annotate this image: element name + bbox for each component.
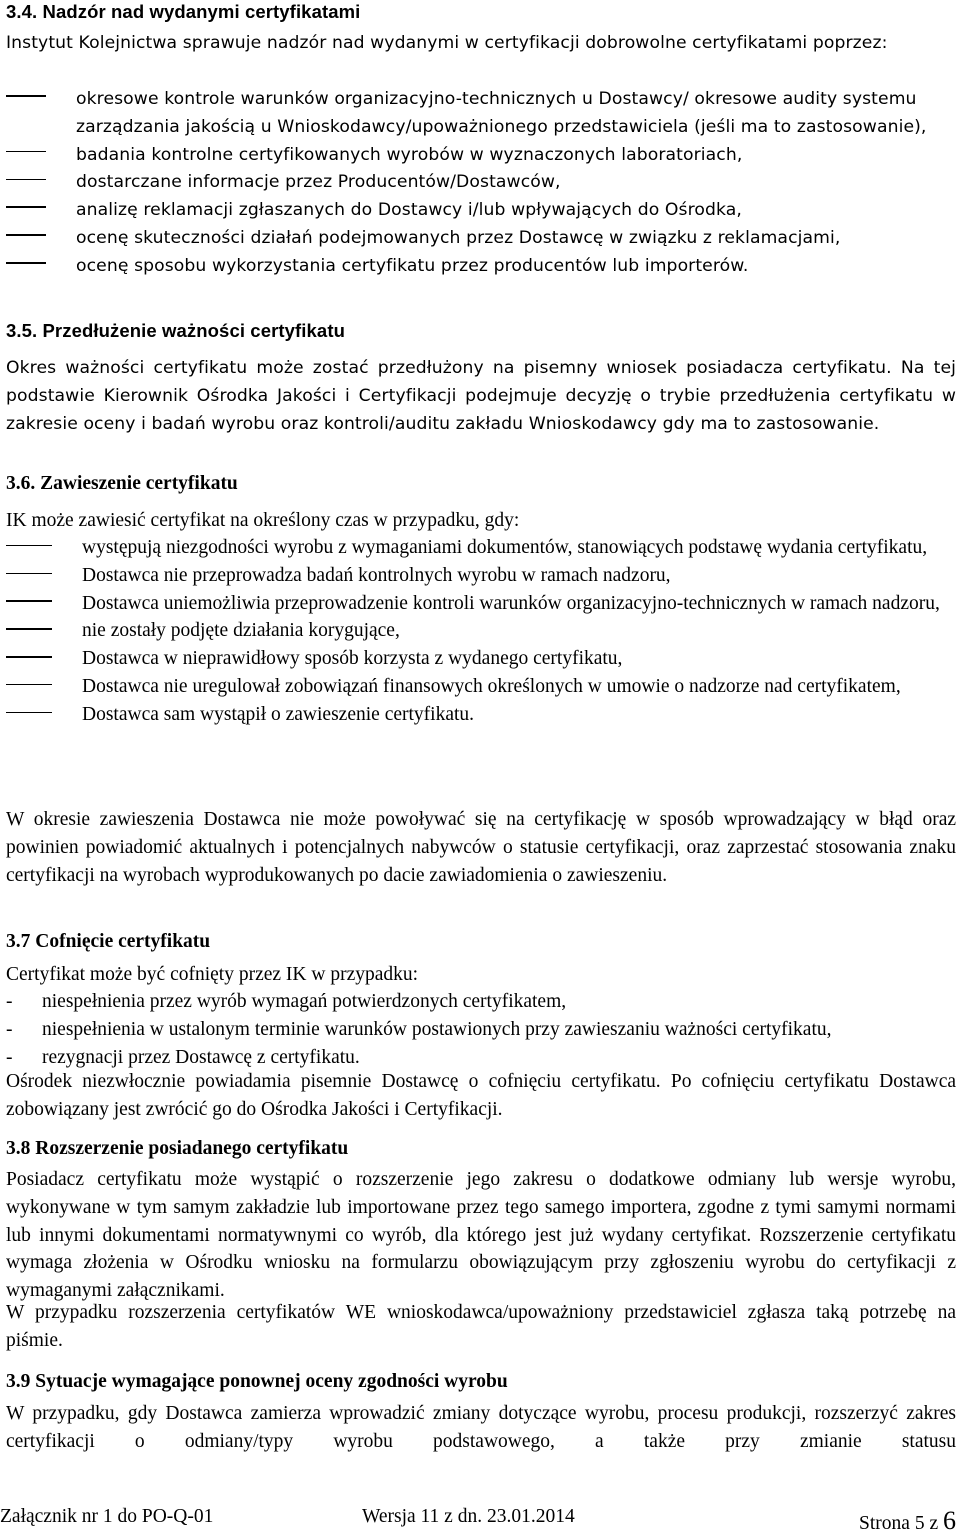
section-3-6-list bbox=[6, 534, 956, 729]
dash-bullet-icon bbox=[6, 701, 52, 729]
dash-bullet-icon bbox=[6, 645, 52, 673]
section-3-8-body2: W przypadku rozszerzenia certyfikatów WE wnioskodawca/upoważniony przedstawiciel zgłasza taką potrzebę na piśmie. bbox=[6, 1302, 956, 1351]
dash-bullet-icon bbox=[6, 253, 46, 281]
page-footer bbox=[0, 1500, 960, 1534]
section-3-4-intro: Instytut Kolejnictwa sprawuje nadzór nad wydanymi w certyfikacji dobrowolne certyfikatami poprzez: bbox=[6, 33, 888, 53]
dash-bullet-icon bbox=[6, 86, 46, 114]
section-heading-3-8: 3.8 Rozszerzenie posiadanego certyfikatu bbox=[6, 1138, 349, 1159]
list-item: Dostawca nie uregulował zobowiązań finansowych określonych w umowie o nadzorze nad certyfikatem, bbox=[6, 673, 956, 701]
list-item: analizę reklamacji zgłaszanych do Dostawcy i/lub wpływających do Ośrodka, bbox=[6, 197, 956, 225]
list-item: - niespełnienia przez wyrób wymagań potwierdzonych certyfikatem, bbox=[6, 988, 956, 1016]
list-item: badania kontrolne certyfikowanych wyrobów w wyznaczonych laboratoriach, bbox=[6, 142, 956, 170]
section-3-8-body: Posiadacz certyfikatu może wystąpić o rozszerzenie jego zakresu o dodatkowe odmiany lub wersje wyrobu, wykonywane w tym samym zakładzie lub importowane przez tego samego importera, zgodne z tymi samymi normami lub innymi dokumentami normatywnymi co wyrób, dla którego jest już wydany certyfikat. Rozszerzenie certyfikatu wymaga złożenia w Ośrodku wniosku na formularzu obowiązującym przy zgłoszeniu wyrobu do certyfikacji z wymaganymi załącznikami. bbox=[6, 1169, 956, 1302]
list-item: Dostawca nie przeprowadza badań kontrolnych wyrobu w ramach nadzoru, bbox=[6, 562, 956, 590]
hyphen-bullet: - bbox=[6, 1046, 13, 1068]
dash-bullet-icon bbox=[6, 590, 52, 618]
section-3-5-body: Okres ważności certyfikatu może zostać przedłużony na pisemny wniosek posiadacza certyfikatu. Na tej podstawie Kierownik Ośrodka Jakości i Certyfikacji podejmuje decyzję o trybie przedłużenia certyfikatu w zakresie oceny i badań wyrobu oraz kontroli/auditu zakładu Wnioskodawcy gdy ma to zastosowanie. bbox=[6, 358, 956, 434]
hyphen-bullet: - bbox=[6, 1018, 13, 1040]
section-heading-3-6: 3.6. Zawieszenie certyfikatu bbox=[6, 473, 238, 494]
list-item: Dostawca sam wystąpił o zawieszenie certyfikatu. bbox=[6, 701, 956, 729]
section-3-7-intro: Certyfikat może być cofnięty przez IK w przypadku: bbox=[6, 964, 419, 985]
section-3-6-intro: IK może zawiesić certyfikat na określony czas w przypadku, gdy: bbox=[6, 510, 520, 531]
dash-bullet-icon bbox=[6, 562, 52, 590]
list-item: - rezygnacji przez Dostawcę z certyfikatu. bbox=[6, 1044, 956, 1072]
list-item: Dostawca uniemożliwia przeprowadzenie kontroli warunków organizacyjno-technicznych w ramach nadzoru, bbox=[6, 590, 956, 618]
section-3-9-body: W przypadku, gdy Dostawca zamierza wprowadzić zmiany dotyczące wyrobu, procesu produkcji, rozszerzyć zakres certyfikacji o odmiany/typy wyrobu podstawowego, a także przy zmianie statusu bbox=[6, 1403, 956, 1452]
section-3-4-list bbox=[6, 86, 956, 281]
list-item: okresowe kontrole warunków organizacyjno-technicznych u Dostawcy/ okresowe audity systemu zarządzania jakością u Wnioskodawcy/upoważnionego przedstawiciela (jeśli ma to zastosowanie), bbox=[6, 86, 956, 142]
list-item: Dostawca w nieprawidłowy sposób korzysta z wydanego certyfikatu, bbox=[6, 645, 956, 673]
list-item: nie zostały podjęte działania korygujące, bbox=[6, 617, 956, 645]
hyphen-bullet: - bbox=[6, 991, 13, 1012]
footer-version: Wersja 11 z dn. 23.01.2014 bbox=[362, 1506, 575, 1527]
section-3-7-after: Ośrodek niezwłocznie powiadamia pisemnie Dostawcę o cofnięciu certyfikatu. Po cofnięciu certyfikatu Dostawca zobowiązany jest zwrócić go do Ośrodka Jakości i Certyfikacji. bbox=[6, 1071, 956, 1120]
section-heading-3-9: 3.9 Sytuacje wymagające ponownej oceny zgodności wyrobu bbox=[6, 1371, 508, 1392]
dash-bullet-icon bbox=[6, 169, 46, 197]
section-3-6-after: W okresie zawieszenia Dostawca nie może powoływać się na certyfikację w sposób wprowadzający w błąd oraz powinien powiadomić aktualnych i potencjalnych nabywców o statusie certyfikacji, oraz zaprzestać stosowania znaku certyfikacji na wyrobach wyprodukowanych po dacie zawiadomienia o zawieszeniu. bbox=[6, 809, 956, 886]
section-heading-3-4: 3.4. Nadzór nad wydanymi certyfikatami bbox=[6, 1, 361, 22]
dash-bullet-icon bbox=[6, 673, 52, 701]
list-item: występują niezgodności wyrobu z wymaganiami dokumentów, stanowiących podstawę wydania certyfikatu, bbox=[6, 534, 956, 562]
footer-page-number: Strona 5 z 6 bbox=[859, 1506, 956, 1535]
section-heading-3-5: 3.5. Przedłużenie ważności certyfikatu bbox=[6, 320, 345, 341]
footer-attachment: Załącznik nr 1 do PO-Q-01 bbox=[0, 1506, 214, 1527]
dash-bullet-icon bbox=[6, 197, 46, 225]
dash-bullet-icon bbox=[6, 142, 46, 170]
section-heading-3-7: 3.7 Cofnięcie certyfikatu bbox=[6, 931, 211, 952]
dash-bullet-icon bbox=[6, 617, 52, 645]
dash-bullet-icon bbox=[6, 534, 52, 562]
list-item: dostarczane informacje przez Producentów/Dostawców, bbox=[6, 169, 956, 197]
dash-bullet-icon bbox=[6, 225, 46, 253]
section-3-7-list bbox=[6, 988, 956, 1071]
list-item: ocenę sposobu wykorzystania certyfikatu przez producentów lub importerów. bbox=[6, 253, 956, 281]
list-item: ocenę skuteczności działań podejmowanych przez Dostawcę w związku z reklamacjami, bbox=[6, 225, 956, 253]
list-item: - niespełnienia w ustalonym terminie warunków postawionych przy zawieszaniu ważności certyfikatu, bbox=[6, 1016, 956, 1044]
